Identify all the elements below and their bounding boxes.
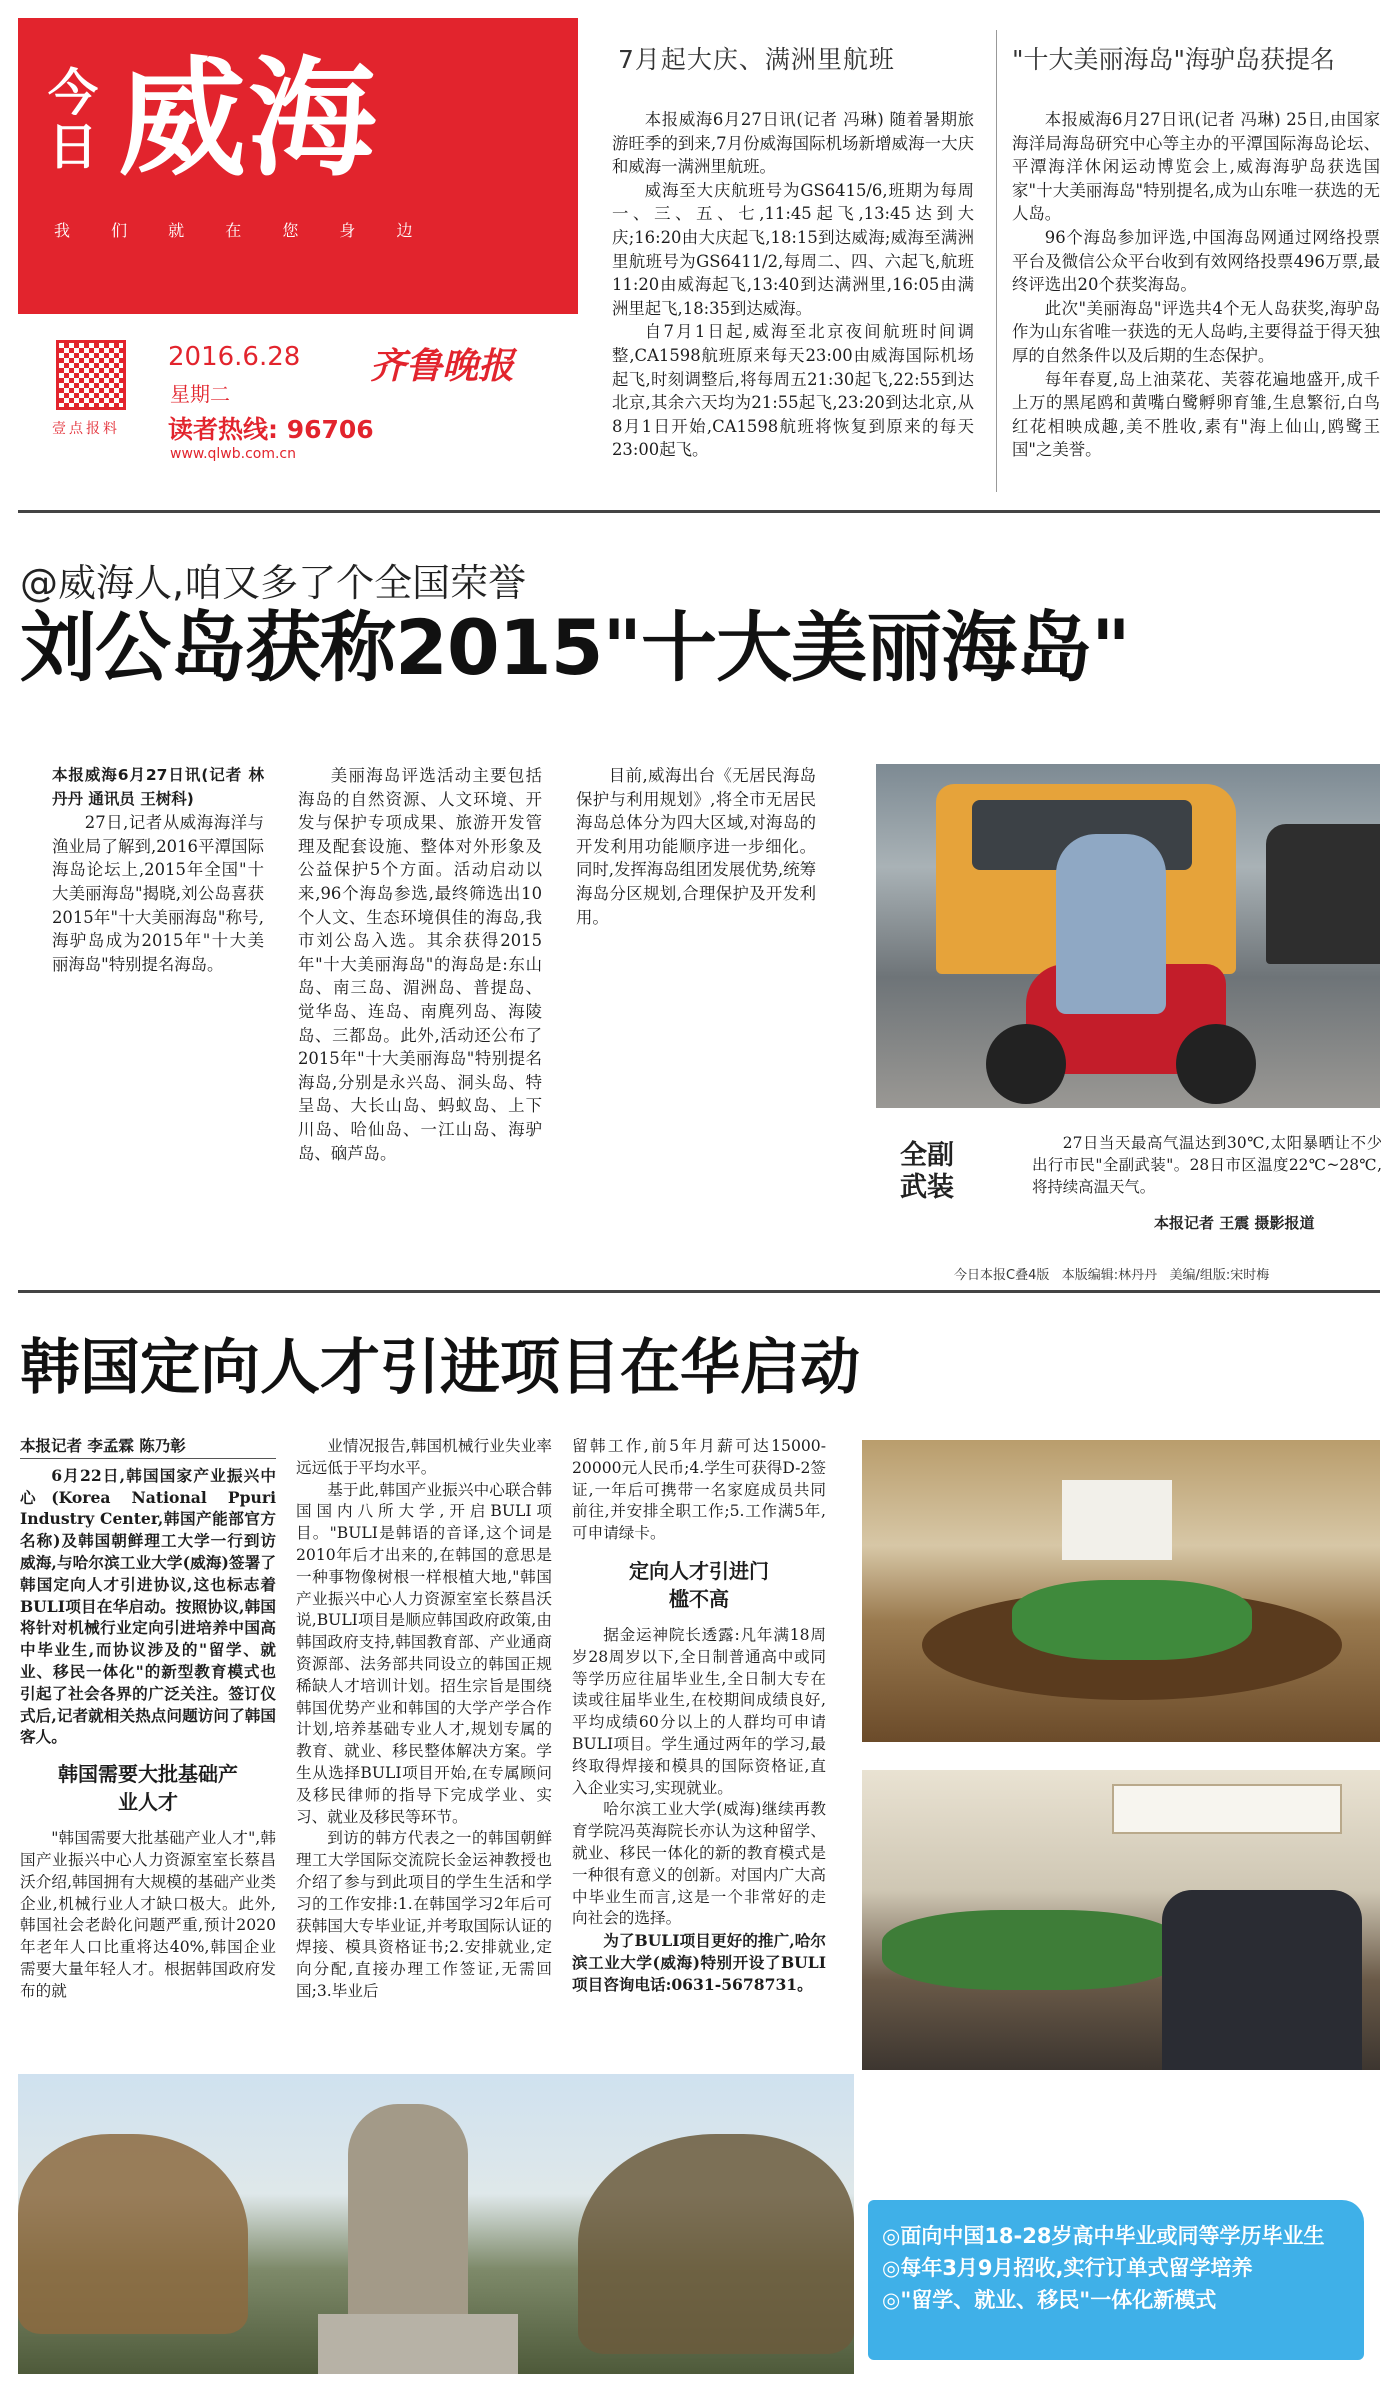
lead-para: 美丽海岛评选活动主要包括海岛的自然资源、人文环境、开发与保护专项成果、旅游开发管理及配套设施、整体对外形象及公益保护5个方面。活动启动以来,96个海岛参选,最终筛选出10个人文、生态环境俱佳的海岛,我市刘公岛入选。其余获得2015年"十大美丽海岛"的海岛是:东山岛、南三岛、湄洲岛、普提岛、觉华岛、连岛、南麂列岛、海陵岛、三都岛。此外,活动还公布了2015年"十大美丽海岛"特别提名海岛,分别是永兴岛、洞头岛、特呈岛、大长山岛、蚂蚁岛、上下川岛、哈仙岛、一江山岛、海驴岛、硇芦岛。 (298, 766, 542, 1163)
brief-1-para: 本报威海6月27日讯(记者 冯琳) 随着暑期旅游旺季的到来,7月份威海国际机场新增威海一大庆和威海一满洲里航班。 (612, 110, 974, 177)
photo-calligraphy (1112, 1784, 1342, 1834)
promo-item: ◎每年3月9月招收,实行订单式留学培养 (882, 2256, 1253, 2280)
korea-col-2 (296, 1436, 552, 2026)
photo-rider (1056, 834, 1166, 1014)
korea-para: 业情况报告,韩国机械行业失业率远远低于平均水平。 (296, 1437, 552, 1477)
photo-caption-text (1032, 1132, 1382, 1204)
photo-plants (882, 1910, 1182, 1990)
brief-2-para: 此次"美丽海岛"评选共4个无人岛获奖,海驴岛作为山东省唯一获选的无人岛屿,主要得益于得天独厚的自然条件以及后期的生态保护。 (1012, 298, 1380, 365)
korea-col-1 (20, 1436, 276, 2026)
photo-wheel-front (986, 1024, 1066, 1104)
section-rule (18, 510, 1380, 513)
brief-2-body (1012, 108, 1380, 490)
photo-credit: 本报记者 王震 摄影报道 (1154, 1214, 1315, 1232)
brief-1-body (612, 108, 974, 490)
photo-wheel-rear (1176, 1024, 1256, 1104)
photo-plants (1012, 1580, 1252, 1660)
promo-list (882, 2220, 1352, 2316)
korea-intro: 6月22日,韩国国家产业振兴中心(Korea National Ppuri Industry Center,韩国产能部官方名称)及韩国朝鲜理工大学一行到访威海,与哈尔滨工业大学(威海)签署了韩国定向人才引进协议,这也标志着BULI项目在华启动。按照协议,韩国将针对机械行业定向引进培养中国高中毕业生,而协议涉及的"留学、就业、移民一体化"的新型教育模式也引起了社会各界的广泛关注。签订仪式后,记者就相关热点问题访问了韩国客人。 (20, 1465, 276, 1747)
photo-caption-title: 全副武装 (900, 1140, 954, 1203)
korea-headline: 韩国定向人才引进项目在华启动 (20, 1333, 860, 1403)
korea-para: 哈尔滨工业大学(威海)继续再教育学院冯英海院长亦认为这种留学、就业、移民一体化的新的教育模式是一种很有意义的创新。对国内广大高中毕业生而言,这是一个非常好的走向社会的选择。 (572, 1800, 826, 1928)
logo (48, 45, 578, 194)
photo-caption-body: 27日当天最高气温达到30℃,太阳暴晒让不少出行市民"全副武装"。28日市区温度22℃~28℃,将持续高温天气。 (1032, 1134, 1382, 1196)
photo-campus (18, 2074, 854, 2374)
logo-top: 今日 (48, 64, 98, 176)
column-divider (996, 30, 997, 492)
korea-byline: 本报记者 李孟霖 陈乃彰 (20, 1436, 276, 1459)
photo-steps (318, 2314, 518, 2374)
lead-col-3 (576, 764, 816, 1028)
korea-subhead-2: 定向人才引进门槛不高 (629, 1558, 769, 1611)
photo-building (348, 2104, 468, 2334)
weekday: 星期二 (170, 382, 230, 406)
masthead (18, 18, 578, 490)
korea-para: 留韩工作,前5年月薪可达15000-20000元人民币;4.学生可获得D-2签证,一年后可携带一名家庭成员共同前往,并安排全职工作;5.工作满5年,可申请绿卡。 (572, 1437, 826, 1543)
website-url[interactable]: www.qlwb.com.cn (170, 446, 296, 462)
photo-meeting-2 (862, 1770, 1380, 2070)
photo-tree-right (578, 2134, 854, 2354)
promo-box (868, 2080, 1380, 2370)
qr-label: 壹点报料 (52, 421, 120, 437)
brief-1-para: 威海至大庆航班号为GS6415/6,班期为每周一、三、五、七,11:45起飞,13:45达到大庆;16:20由大庆起飞,18:15到达威海;威海至满洲里航班号为GS6411/2,每周二、四、六起飞,航班11:20由威海起飞,13:40到达满洲里,16:05由满洲里起飞,18:35到达威海。 (612, 180, 974, 318)
brief-1-para: 自7月1日起,威海至北京夜间航班时间调整,CA1598航班原来每天23:00由威海国际机场起飞,时刻调整后,将每周五21:30起飞,22:55到达北京,其余六天均为21:55起飞,23:20到达北京,从8月1日开始,CA1598航班将恢复到原来的每天23:00起飞。 (612, 322, 974, 460)
korea-subhead-1: 韩国需要大批基础产业人才 (58, 1762, 238, 1815)
brief-2-para: 本报威海6月27日讯(记者 冯琳) 25日,由国家海洋局海岛研究中心等主办的平潭国际海岛论坛、平潭海洋休闲运动博览会上,威海海驴岛获选国家"十大美丽海岛"特别提名,成为山东唯一获选的无人岛。 (1012, 110, 1380, 224)
logo-main: 威海 (118, 45, 379, 194)
brief-2-para: 每年春夏,岛上油菜花、芙蓉花遍地盛开,成千上万的黑尾鸥和黄嘴白鹭孵卵育雏,生息繁衍,白鸟红花相映成趣,美不胜收,素有"海上仙山,鸥鹭王国"之美誉。 (1012, 369, 1380, 460)
lead-byline: 本报威海6月27日讯(记者 林丹丹 通讯员 王树科) (52, 766, 264, 808)
section-rule (18, 1290, 1380, 1293)
promo-item: ◎"留学、就业、移民"一体化新模式 (882, 2288, 1217, 2312)
lead-para: 27日,记者从威海海洋与渔业局了解到,2016平潭国际海岛论坛上,2015年全国"十大美丽海岛"揭晓,刘公岛喜获2015年"十大美丽海岛"称号,海驴岛成为2015年"十大美丽海岛"特别提名海岛。 (52, 813, 264, 974)
lead-col-1 (52, 764, 264, 1028)
qr-code[interactable] (56, 340, 126, 410)
lead-headline: 刘公岛获称2015"十大美丽海岛" (20, 603, 1130, 692)
brief-2-para: 96个海岛参加评选,中国海岛网通过网络投票平台及微信公众平台收到有效网络投票496万票,最终评选出20个获奖海岛。 (1012, 227, 1380, 295)
korea-para: 基于此,韩国产业振兴中心联合韩国国内八所大学,开启BULI项目。"BULI是韩语的音译,这个词是2010年后才出来的,在韩国的意思是一种事物像树根一样根植大地,"韩国产业振兴中心人力资源室室长蔡昌沃说,BULI项目是顺应韩国政府政策,由韩国政府支持,韩国教育部、产业通商资源部、法务部共同设立的韩国正规稀缺人才培训计划。招生宗旨是围绕韩国优势产业和韩国的大学产学合作计划,培养基础专业人才,规划专属的教育、就业、移民整体解决方案。学生从选择BULI项目开始,在专属顾问及移民律师的指导下完成学业、实习、就业及移民等环节。 (296, 1480, 552, 1826)
brief-1-title: 7月起大庆、满洲里航班 (618, 45, 895, 74)
photo-people (1162, 1890, 1362, 2070)
paper-name: 齐鲁晚报 (370, 345, 515, 387)
photo-tree-left (18, 2134, 248, 2334)
issue-date: 2016.6.28 (168, 342, 301, 372)
lead-col-2 (298, 764, 542, 1163)
lead-para: 目前,威海出台《无居民海岛保护与利用规划》,将全市无居民海岛总体分为四大区域,对海岛的开发利用功能顺序进一步细化。同时,发挥海岛组团发展优势,统筹海岛分区规划,合理保护及开发利用。 (576, 766, 816, 927)
photo-car (1266, 824, 1380, 964)
reader-hotline: 读者热线: 96706 (168, 415, 374, 444)
lead-kicker: @威海人,咱又多了个全国荣誉 (20, 561, 527, 605)
editor-line: 今日本报C叠4版 本版编辑:林丹丹 美编/组版:宋时梅 (954, 1268, 1270, 1283)
photo-scooter-rider (876, 764, 1380, 1108)
promo-item: ◎面向中国18-28岁高中毕业或同等学历毕业生 (882, 2224, 1325, 2248)
photo-screen (1062, 1480, 1172, 1560)
korea-para: 到访的韩方代表之一的韩国朝鲜理工大学国际交流院长金运神教授也介绍了参与到此项目的学生生活和学习的工作安排:1.在韩国学习2年后可获韩国大专毕业证,并考取国际认证的焊接、模具资格证书;2.安排就业,定向分配,直接办理工作签证,无需回国;3.毕业后 (296, 1829, 552, 2000)
brief-2-title: "十大美丽海岛"海驴岛获提名 (1012, 45, 1335, 74)
korea-para: 为了BULI项目更好的推广,哈尔滨工业大学(威海)特别开设了BULI项目咨询电话:0631-5678731。 (572, 1931, 826, 1994)
korea-para: 据金运神院长透露:凡年满18周岁28周岁以下,全日制普通高中或同等学历应往届毕业生,全日制大专在读或往届毕业生,在校期间成绩良好,平均成绩60分以上的人群均可申请BULI项目。学生通过两年的学习,最终取得焊接和模具的国际资格证,直入企业实习,实现就业。 (572, 1625, 826, 1797)
korea-col-3 (572, 1436, 826, 2066)
korea-para: "韩国需要大批基础产业人才",韩国产业振兴中心人力资源室室长蔡昌沃介绍,韩国拥有大规模的基础产业类企业,机械行业人才缺口极大。此外,韩国社会老龄化问题严重,预计2020年老年人口比重将达40%,韩国企业需要大量年轻人才。根据韩国政府发布的就 (20, 1829, 276, 2000)
photo-meeting-1 (862, 1440, 1380, 1742)
slogan: 我 们 就 在 您 身 边 (54, 221, 431, 240)
